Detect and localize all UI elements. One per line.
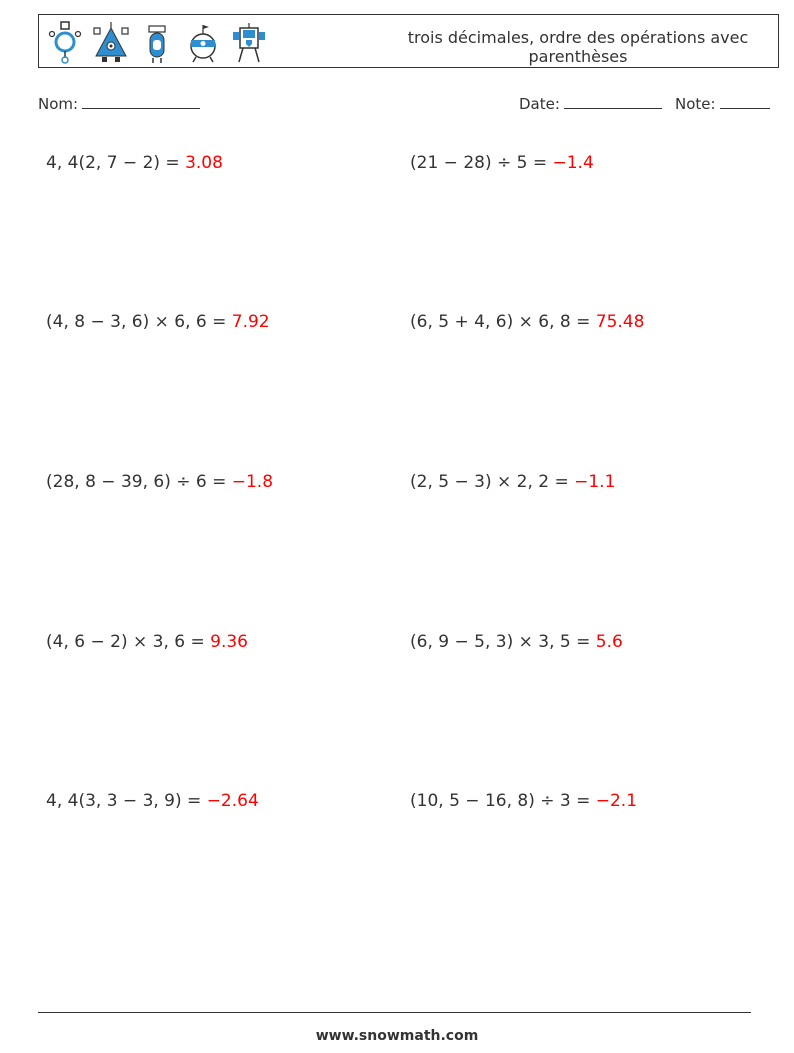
problem-8 (410, 631, 623, 653)
problem-answer: −1.8 (231, 472, 274, 492)
problem-9 (46, 790, 259, 812)
problem-expression: (10, 5 − 16, 8) ÷ 3 = (410, 791, 596, 811)
problem-expression: 4, 4(2, 7 − 2) = (46, 153, 186, 173)
name-blank (82, 94, 200, 109)
name-field (38, 94, 200, 114)
robot-box-icon (229, 20, 269, 64)
problem-10 (410, 790, 637, 812)
problem-expression: (6, 5 + 4, 6) × 6, 8 = (410, 312, 596, 332)
problem-answer: 3.08 (185, 153, 223, 173)
problem-answer: 7.92 (231, 312, 270, 332)
problem-expression: (4, 8 − 3, 6) × 6, 6 = (46, 312, 232, 332)
problem-2 (410, 152, 594, 174)
problem-expression: (4, 6 − 2) × 3, 6 = (46, 632, 211, 652)
grade-blank (720, 94, 770, 109)
problem-1 (46, 152, 223, 174)
problem-answer: 75.48 (595, 312, 645, 332)
problem-answer: −2.1 (595, 791, 638, 811)
footer-url[interactable]: www.snowmath.com (315, 1028, 479, 1044)
date-field (519, 94, 662, 114)
problem-5 (46, 471, 273, 493)
worksheet-title: trois décimales, ordre des opérations avec parenthèses (407, 28, 749, 66)
problem-4 (410, 311, 644, 333)
problem-answer: −1.4 (552, 153, 594, 173)
problem-expression: (2, 5 − 3) × 2, 2 = (410, 472, 575, 492)
problem-answer: −1.1 (574, 472, 616, 492)
grade-label: Note: (675, 95, 716, 113)
problem-answer: 5.6 (595, 632, 623, 652)
problem-expression: (28, 8 − 39, 6) ÷ 6 = (46, 472, 232, 492)
date-label: Date: (519, 95, 560, 113)
problem-answer: 9.36 (210, 632, 248, 652)
robot-ring-icon (45, 20, 85, 64)
robot-triangle-icon (91, 20, 131, 64)
header-box (38, 14, 779, 68)
date-blank (564, 94, 662, 109)
robot-capsule-icon (137, 20, 177, 64)
problem-expression: 4, 4(3, 3 − 3, 9) = (46, 791, 207, 811)
robot-dome-icon (183, 20, 223, 64)
problem-answer: −2.64 (206, 791, 259, 811)
name-label: Nom: (38, 95, 79, 113)
footer-divider (38, 1012, 751, 1013)
problem-3 (46, 311, 270, 333)
problem-expression: (6, 9 − 5, 3) × 3, 5 = (410, 632, 596, 652)
problem-7 (46, 631, 248, 653)
problem-6 (410, 471, 615, 493)
problem-expression: (21 − 28) ÷ 5 = (410, 153, 553, 173)
grade-field (675, 94, 770, 114)
